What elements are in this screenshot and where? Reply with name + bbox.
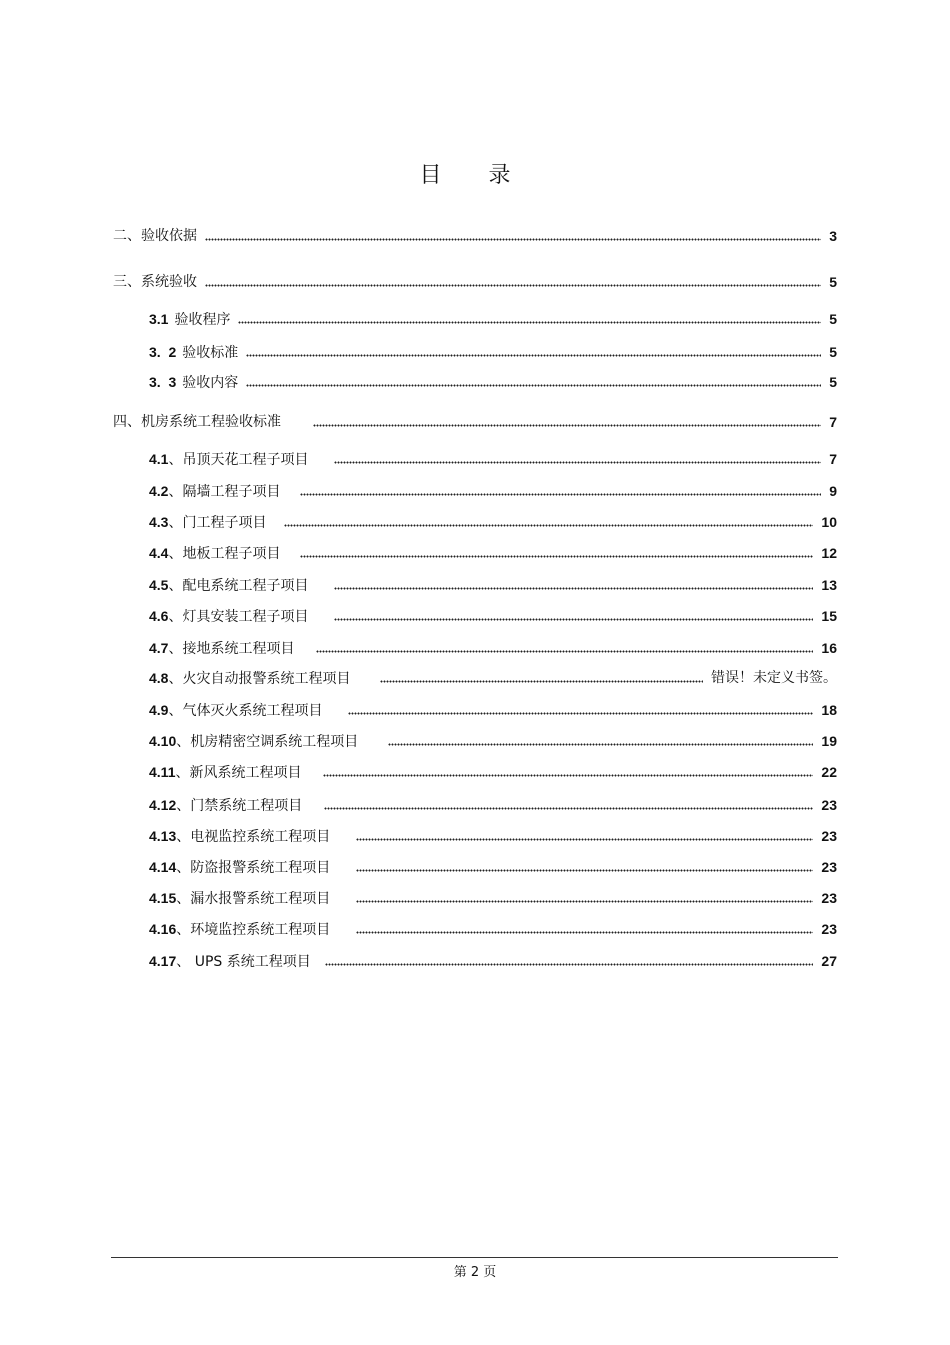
toc-entry-text: 、灯具安装工程子项目 (168, 608, 309, 625)
page-title: 目 录 (419, 163, 531, 188)
page-number: 第 2 页 (453, 1265, 497, 1280)
toc-leader-dots (238, 309, 821, 329)
toc-entry-text: 、接地系统工程项目 (168, 640, 295, 657)
toc-leader-dots (388, 731, 813, 751)
toc-entry-text: 、火灾自动报警系统工程项目 (168, 670, 351, 687)
toc-entry-number: 4.2 (149, 482, 169, 499)
toc-entry[interactable] (149, 857, 837, 877)
toc-entry-text: 、防盗报警系统工程项目 (176, 859, 331, 876)
toc-entry[interactable] (149, 543, 837, 563)
toc-entry-page: 5 (829, 374, 837, 390)
toc-entry-page: 12 (821, 545, 837, 561)
toc-entry-text: 验收标准 (182, 344, 239, 361)
toc-entry[interactable] (149, 668, 837, 688)
toc-entry-page: 23 (821, 828, 837, 844)
toc-entry[interactable] (149, 575, 837, 595)
toc-leader-dots (356, 826, 813, 846)
toc-entry[interactable] (149, 700, 837, 720)
toc-leader-dots (348, 700, 813, 720)
toc-entry-page: 23 (821, 890, 837, 906)
toc-entry-number: 4.16 (149, 920, 177, 937)
toc-leader-dots (300, 543, 813, 563)
toc-entry-number: 3.1 (149, 310, 169, 327)
toc-entry-number: 4.5 (149, 576, 169, 593)
toc-leader-dots (323, 762, 813, 782)
toc-entry-number: 3. 3 (149, 373, 177, 390)
toc-leader-dots (334, 606, 813, 626)
toc-entry-page: 10 (821, 514, 837, 530)
toc-entry-number: 4.13 (149, 827, 177, 844)
toc-entry-text: 、新风系统工程项目 (175, 764, 302, 781)
toc-entry-number: 4.11 (149, 763, 176, 780)
toc-entry-page: 15 (821, 608, 837, 624)
toc-entry[interactable] (113, 226, 837, 246)
toc-entry-number: 4.15 (149, 889, 177, 906)
toc-entry-number: 3. 2 (149, 343, 177, 360)
toc-entry-text: 、电视监控系统工程项目 (176, 828, 331, 845)
toc-leader-dots (205, 272, 821, 292)
toc-entry-page: 23 (821, 797, 837, 813)
toc-entry-number: 4.12 (149, 796, 177, 813)
toc-leader-dots (334, 575, 813, 595)
toc-entry-page: 27 (821, 953, 837, 969)
toc-entry[interactable] (149, 951, 837, 971)
toc-entry-number: 4.10 (149, 732, 177, 749)
toc-entry-page: 23 (821, 859, 837, 875)
toc-entry-page: 19 (821, 733, 837, 749)
toc-entry-text: 、隔墙工程子项目 (168, 483, 281, 500)
toc-leader-dots (324, 795, 813, 815)
toc-entry-page: 5 (829, 344, 837, 360)
toc-entry[interactable] (149, 888, 837, 908)
toc-entry-text: 四、机房系统工程验收标准 (113, 414, 281, 430)
toc-entry-page: 22 (821, 764, 837, 780)
toc-entry-number: 4.14 (149, 858, 177, 875)
toc-entry[interactable] (113, 412, 837, 432)
toc-entry-text: 验收内容 (182, 374, 239, 391)
toc-entry[interactable] (113, 272, 837, 292)
toc-leader-dots (356, 919, 813, 939)
toc-entry-page: 23 (821, 921, 837, 937)
toc-leader-dots (325, 951, 814, 971)
footer-rule (111, 1257, 838, 1258)
toc-entry-text: 、环境监控系统工程项目 (176, 921, 331, 938)
toc-entry-number: 4.17 (149, 952, 177, 969)
toc-entry-number: 4.1 (149, 450, 169, 467)
toc-leader-dots (356, 888, 813, 908)
toc-entry-text: 、地板工程子项目 (168, 545, 281, 562)
toc-leader-dots (284, 512, 813, 532)
toc-entry-number: 4.8 (149, 669, 169, 686)
toc-entry[interactable] (149, 449, 837, 469)
toc-entry[interactable] (149, 826, 837, 846)
toc-entry-page: 16 (821, 640, 837, 656)
toc-leader-dots (246, 372, 821, 392)
toc-leader-dots (246, 342, 821, 362)
toc-entry-text: 、配电系统工程子项目 (168, 577, 309, 594)
toc-entry[interactable] (149, 919, 837, 939)
toc-entry-number: 4.3 (149, 513, 169, 530)
toc-entry-page: 5 (829, 274, 837, 290)
toc-entry[interactable] (149, 638, 837, 658)
toc-leader-dots (313, 412, 821, 432)
toc-entry-page: 9 (829, 483, 837, 499)
toc-entry[interactable] (149, 512, 837, 532)
toc-leader-dots (334, 449, 821, 469)
toc-entry-text: 二、验收依据 (113, 228, 197, 244)
toc-entry[interactable] (149, 342, 837, 362)
toc-entry-page: 18 (821, 702, 837, 718)
toc-entry[interactable] (149, 606, 837, 626)
toc-entry-text: 、气体灭火系统工程项目 (168, 702, 323, 719)
toc-entry-number: 4.7 (149, 639, 169, 656)
toc-entry-page: 7 (829, 414, 837, 430)
toc-leader-dots (205, 226, 821, 246)
toc-entry[interactable] (149, 795, 837, 815)
toc-entry-text: 、门禁系统工程项目 (176, 797, 303, 814)
toc-entry-page: 13 (821, 577, 837, 593)
toc-entry-text: 验收程序 (174, 311, 231, 328)
toc-entry[interactable] (149, 481, 837, 501)
toc-entry-text: 、 UPS 系统工程项目 (176, 953, 311, 970)
toc-leader-dots (316, 638, 813, 658)
toc-entry-text: 、机房精密空调系统工程项目 (176, 733, 359, 750)
toc-entry-text: 、漏水报警系统工程项目 (176, 890, 331, 907)
toc-leader-dots (300, 481, 821, 501)
toc-entry-number: 4.6 (149, 607, 169, 624)
toc-entry-text: 、门工程子项目 (168, 514, 267, 531)
toc-entry[interactable] (149, 762, 837, 782)
toc-entry[interactable] (149, 309, 837, 329)
toc-entry-text: 三、系统验收 (113, 274, 197, 290)
toc-entry[interactable] (149, 372, 837, 392)
toc-entry-page: 5 (829, 311, 837, 327)
toc-entry-number: 4.9 (149, 701, 169, 718)
toc-leader-dots (356, 857, 813, 877)
toc-entry[interactable] (149, 731, 837, 751)
toc-entry-page: 7 (829, 451, 837, 467)
toc-entry-number: 4.4 (149, 544, 169, 561)
toc-entry-page: 3 (829, 228, 837, 244)
toc-entry-page: 错误！未定义书签。 (711, 670, 837, 686)
toc-leader-dots (380, 668, 703, 688)
toc-entry-text: 、吊顶天花工程子项目 (168, 451, 309, 468)
